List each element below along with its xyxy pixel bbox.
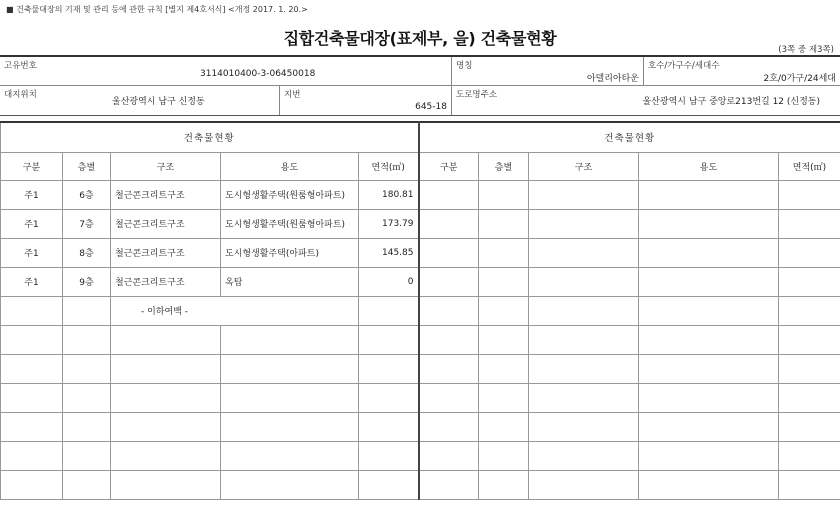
row-structure: 철근콘크리트구조 (111, 238, 221, 267)
empty-cell (639, 354, 779, 383)
road-address-label: 도로명주소 (456, 90, 498, 100)
empty-cell (479, 209, 529, 238)
empty-cell (779, 470, 840, 499)
id-cell (0, 57, 452, 85)
empty-cell (529, 180, 639, 209)
empty-cell (779, 354, 840, 383)
empty-cell (639, 267, 779, 296)
name-cell (452, 57, 644, 85)
row-area: 180.81 (359, 180, 419, 209)
empty-cell (221, 470, 359, 499)
row-area: 0 (359, 267, 419, 296)
empty-cell (639, 238, 779, 267)
col-area-left: 면적(㎡) (359, 152, 419, 180)
row-type: 주1 (1, 209, 63, 238)
empty-cell (111, 354, 221, 383)
col-use-left: 용도 (221, 152, 359, 180)
table-row (1, 441, 840, 470)
empty-cell (419, 470, 479, 499)
page-indicator: (3쪽 중 제3쪽) (778, 45, 834, 55)
row-type: 주1 (1, 238, 63, 267)
table-row (1, 383, 840, 412)
row-floor: 6층 (63, 180, 111, 209)
units-label: 호수/가구수/세대수 (648, 61, 720, 71)
empty-cell (419, 267, 479, 296)
empty-cell (419, 180, 479, 209)
empty-cell (221, 325, 359, 354)
empty-cell (1, 383, 63, 412)
row-floor: 7층 (63, 209, 111, 238)
empty-cell (359, 441, 419, 470)
empty-cell (529, 209, 639, 238)
row-type: 주1 (1, 180, 63, 209)
empty-cell (639, 325, 779, 354)
empty-cell (419, 412, 479, 441)
document-title: 집합건축물대장(표제부, 을) 건축물현황 (283, 29, 557, 48)
lot-label: 지번 (284, 90, 301, 100)
row-structure: 철근콘크리트구조 (111, 267, 221, 296)
empty-cell (479, 383, 529, 412)
empty-cell (1, 412, 63, 441)
section-title-row (1, 122, 840, 152)
empty-cell (639, 470, 779, 499)
row-use: 도시형생활주택(원룸형아파트) (221, 180, 359, 209)
road-address-value: 울산광역시 남구 중앙로213번길 12 (신정동) (642, 97, 820, 107)
col-use-right: 용도 (639, 152, 779, 180)
row-floor: 9층 (63, 267, 111, 296)
empty-cell (419, 238, 479, 267)
empty-cell (63, 296, 111, 325)
empty-cell (529, 267, 639, 296)
empty-cell (529, 238, 639, 267)
empty-cell (479, 238, 529, 267)
empty-cell (779, 238, 840, 267)
empty-cell (479, 267, 529, 296)
register-header-grid (0, 55, 840, 116)
empty-cell (63, 325, 111, 354)
col-structure-right: 구조 (529, 152, 639, 180)
table-row (1, 354, 840, 383)
empty-cell (779, 209, 840, 238)
empty-cell (111, 470, 221, 499)
empty-cell (529, 383, 639, 412)
road-address-cell (452, 86, 840, 115)
units-cell (644, 57, 840, 85)
row-type: 주1 (1, 267, 63, 296)
empty-cell (1, 296, 63, 325)
empty-cell (1, 441, 63, 470)
empty-cell (529, 412, 639, 441)
row-area: 173.79 (359, 209, 419, 238)
empty-cell (359, 354, 419, 383)
col-floor-left: 층별 (63, 152, 111, 180)
empty-cell (779, 267, 840, 296)
row-use: 도시형생활주택(아파트) (221, 238, 359, 267)
col-structure-left: 구조 (111, 152, 221, 180)
col-floor-right: 층별 (479, 152, 529, 180)
table-row (1, 470, 840, 499)
empty-cell (479, 296, 529, 325)
name-label: 명칭 (456, 61, 473, 71)
empty-cell (419, 296, 479, 325)
row-area: 145.85 (359, 238, 419, 267)
col-type-left: 구분 (1, 152, 63, 180)
col-type-right: 구분 (419, 152, 479, 180)
site-value: 울산광역시 남구 신정동 (112, 97, 205, 107)
empty-cell (639, 412, 779, 441)
empty-cell (111, 441, 221, 470)
empty-cell (359, 383, 419, 412)
empty-cell (479, 441, 529, 470)
empty-cell (479, 354, 529, 383)
table-row (1, 267, 840, 296)
empty-cell (639, 296, 779, 325)
id-label: 고유번호 (4, 61, 37, 71)
empty-cell (419, 325, 479, 354)
empty-cell (63, 470, 111, 499)
table-row (1, 325, 840, 354)
empty-cell (419, 383, 479, 412)
row-use: 도시형생활주택(원룸형아파트) (221, 209, 359, 238)
empty-cell (529, 354, 639, 383)
empty-cell (63, 441, 111, 470)
empty-cell (111, 383, 221, 412)
table-row (1, 238, 840, 267)
empty-cell (221, 383, 359, 412)
empty-cell (639, 441, 779, 470)
empty-cell (529, 325, 639, 354)
empty-cell (639, 383, 779, 412)
empty-cell (529, 441, 639, 470)
empty-cell (63, 383, 111, 412)
id-value: 3114010400-3-06450018 (200, 69, 316, 79)
table-row (1, 412, 840, 441)
row-floor: 8층 (63, 238, 111, 267)
empty-cell (529, 470, 639, 499)
empty-cell (111, 325, 221, 354)
lot-cell (280, 86, 452, 115)
empty-cell (419, 354, 479, 383)
table-row (1, 296, 840, 325)
table-row (1, 209, 840, 238)
empty-cell (419, 441, 479, 470)
building-status-table (0, 121, 840, 500)
empty-cell (779, 296, 840, 325)
empty-cell (779, 383, 840, 412)
empty-cell (479, 412, 529, 441)
empty-cell (221, 441, 359, 470)
empty-cell (221, 354, 359, 383)
row-structure: 철근콘크리트구조 (111, 180, 221, 209)
site-label: 대지위치 (4, 90, 37, 100)
empty-cell (1, 354, 63, 383)
empty-cell (779, 412, 840, 441)
empty-cell (1, 325, 63, 354)
empty-cell (639, 180, 779, 209)
empty-cell (779, 325, 840, 354)
form-regulation-note: ■ 건축물대장의 기재 및 관리 등에 관한 규칙 [별지 제4호서식] <개정 2017. 1. 20.> (6, 5, 308, 14)
header-row-1 (0, 57, 840, 86)
units-value: 2호/0가구/24세대 (763, 74, 836, 84)
empty-cell (419, 209, 479, 238)
empty-cell (63, 412, 111, 441)
end-of-list-note: - 이하여백 - (111, 296, 359, 325)
row-structure: 철근콘크리트구조 (111, 209, 221, 238)
lot-value: 645-18 (415, 102, 447, 112)
empty-cell (221, 412, 359, 441)
table-row (1, 180, 840, 209)
section-title-left: 건축물현황 (1, 122, 419, 152)
site-cell (0, 86, 280, 115)
empty-cell (63, 354, 111, 383)
empty-cell (359, 296, 419, 325)
empty-cell (779, 180, 840, 209)
empty-cell (479, 470, 529, 499)
empty-cell (111, 412, 221, 441)
row-use: 옥탑 (221, 267, 359, 296)
empty-cell (779, 441, 840, 470)
empty-cell (479, 180, 529, 209)
column-header-row (1, 152, 840, 180)
empty-cell (529, 296, 639, 325)
empty-cell (479, 325, 529, 354)
empty-cell (359, 412, 419, 441)
empty-cell (1, 470, 63, 499)
empty-cell (359, 470, 419, 499)
section-title-right: 건축물현황 (419, 122, 840, 152)
empty-cell (639, 209, 779, 238)
name-value: 아델리아타운 (586, 74, 639, 84)
header-row-2 (0, 86, 840, 116)
empty-cell (359, 325, 419, 354)
col-area-right: 면적(㎡) (779, 152, 840, 180)
